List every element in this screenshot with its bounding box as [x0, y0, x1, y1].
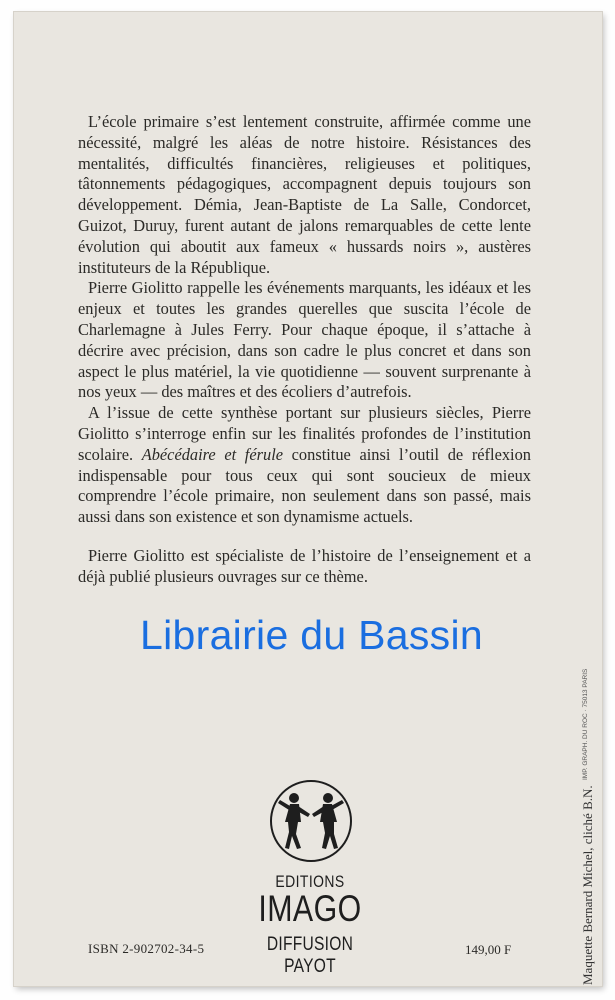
back-cover-blurb	[78, 112, 531, 588]
publisher-name: IMAGO	[258, 888, 362, 929]
design-credit: Maquette Bernard Michel, cliché B.N.	[580, 785, 595, 985]
dancers-logo-icon	[268, 778, 354, 864]
isbn: ISBN 2-902702-34-5	[88, 941, 205, 956]
author-note: Pierre Giolitto est spécialiste de l’histoire de l’enseignement et a déjà publié plusieurs ouvrages sur ce thème.	[78, 545, 531, 586]
publisher-label: EDITIONS	[275, 872, 345, 891]
blurb-paragraph-3	[78, 403, 531, 528]
distributor-name: DIFFUSION PAYOT	[266, 934, 354, 977]
bookshop-watermark: Librairie du Bassin	[140, 612, 483, 658]
book-title: Abécédaire et férule	[141, 444, 284, 464]
blurb-p3-start: A l’issue de cette synthèse portant sur plusieurs siècles, Pierre Giolitto s’interroge enfin sur les finalités profondes de l’institution scolaire.	[78, 403, 531, 464]
price: 149,00 F	[465, 942, 512, 957]
blurb-paragraph-1: L’école primaire s’est lentement construite, affirmée comme une nécessité, malgré les aléas de notre histoire. Résistances des mentalités, difficultés financières, religieuses et politiques, tâtonnements pédagogiques, accompagnent depuis toujours son développement. Démia, Jean-Baptiste de La Salle, Condorcet, Guizot, Duruy, furent autant de jalons remarquables de cette lente évolution qui aboutit aux fameux « hussards noirs », austères instituteurs de la République.	[78, 112, 531, 277]
blurb-paragraph-2: Pierre Giolitto rappelle les événements marquants, les idéaux et les enjeux et toutes les grandes querelles que suscita l’école de Charlemagne à Jules Ferry. Pour chaque époque, il s’attache à décrire avec précision, dans son cadre le plus concret et dans son aspect le plus matériel, la vie quotidienne — souvent surprenante à nos yeux — des maîtres et des écoliers d’autrefois.	[78, 278, 531, 402]
blurb-p3-end: constitue ainsi l’outil de réflexion indispensable pour tous ceux qui sont soucieux de mieux comprendre l’école primaire, non seulement dans son passé, mais aussi dans son existence et son dynamisme actuels.	[78, 444, 531, 527]
printer-mark: IMP. GRAPH. DU ROC · 75013 PARIS	[582, 668, 589, 780]
